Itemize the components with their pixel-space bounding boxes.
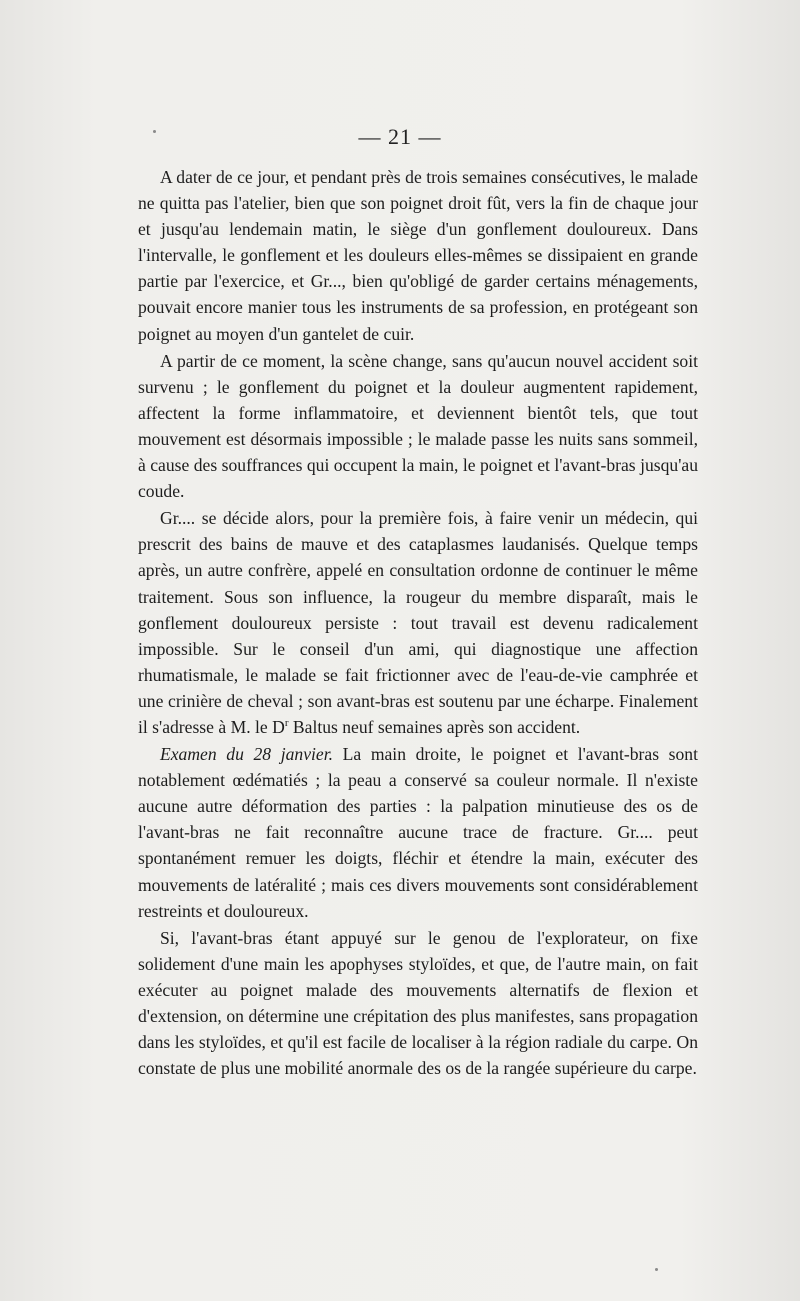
page-number: — 21 — [358,124,442,149]
paragraph [138,348,698,505]
paragraph-text: Gr.... se décide alors, pour la première fois, à faire venir un médecin, qui prescrit des bains de mauve et des cataplasmes laudanisés. Quelque temps après, un autre confrère, appelé en consultation ordonne de continuer le même traitement. Sous son influence, la rougeur du membre disparaît, mais le gonflement douloureux persiste : tout travail est devenu radicalement impossible. Sur le conseil d'un ami, qui diagnostique une affection rhumatismale, le malade se fait frictionner avec de l'eau-de-vie camphrée et une crinière de cheval ; son avant-bras est soutenu par une écharpe. Finalement il s'adresse à M. le D [138,508,698,737]
paragraph-text: La main droite, le poignet et l'avant-bras sont notablement œdématiés ; la peau a conservé sa couleur normale. Il n'existe aucune autre déformation des parties : la palpation minutieuse des os de l'avant-bras ne fait reconnaître aucune trace de fracture. Gr.... peut spontanément remuer les doigts, fléchir et étendre la main, exécuter des mouvements de latéralité ; mais ces divers mouvements sont considérablement restreints et douloureux. [138,744,698,921]
paragraph [138,925,698,1082]
paragraph-text: A dater de ce jour, et pendant près de trois semaines consécutives, le malade ne quitta pas l'atelier, bien que son poignet droit fût, vers la fin de chaque jour et jusqu'au lendemain matin, le siège d'un gonflement douloureux. Dans l'intervalle, le gonflement et les douleurs elles-mêmes se dissipaient en grande partie par l'exercice, et Gr..., bien qu'obligé de garder certains ménagements, pouvait encore manier tous les instruments de sa profession, en protégeant son poignet au moyen d'un gantelet de cuir. [138,167,698,344]
paper-speck [655,1268,658,1271]
paragraph-text-continued: Baltus neuf semaines après son accident. [288,716,581,737]
paragraph-text: Si, l'avant-bras étant appuyé sur le genou de l'explorateur, on fixe solidement d'une main les apophyses styloïdes, et que, de l'autre main, on fait exécuter au poignet malade des mouvements alternatifs de flexion et d'extension, on détermine une crépitation des plus manifestes, sans propagation dans les styloïdes, et qu'il est facile de localiser à la région radiale du carpe. On constate de plus une mobilité anormale des os de la rangée supérieure du carpe. [138,927,698,1079]
paragraph [138,505,698,740]
examination-heading: Examen du 28 janvier. [160,744,334,765]
paragraph [138,741,698,924]
superscript: r [284,717,289,730]
body-text [138,164,698,1081]
paragraph-text: A partir de ce moment, la scène change, sans qu'aucun nouvel accident soit survenu ; le gonflement du poignet et la douleur augmentent rapidement, affectent la forme inflammatoire, et deviennent bientôt tels, que tout mouvement est désormais impossible ; le malade passe les nuits sans sommeil, à cause des souffrances qui occupent la main, le poignet et l'avant-bras jusqu'au coude. [138,350,698,502]
paragraph [138,164,698,347]
paper-speck [153,130,156,133]
